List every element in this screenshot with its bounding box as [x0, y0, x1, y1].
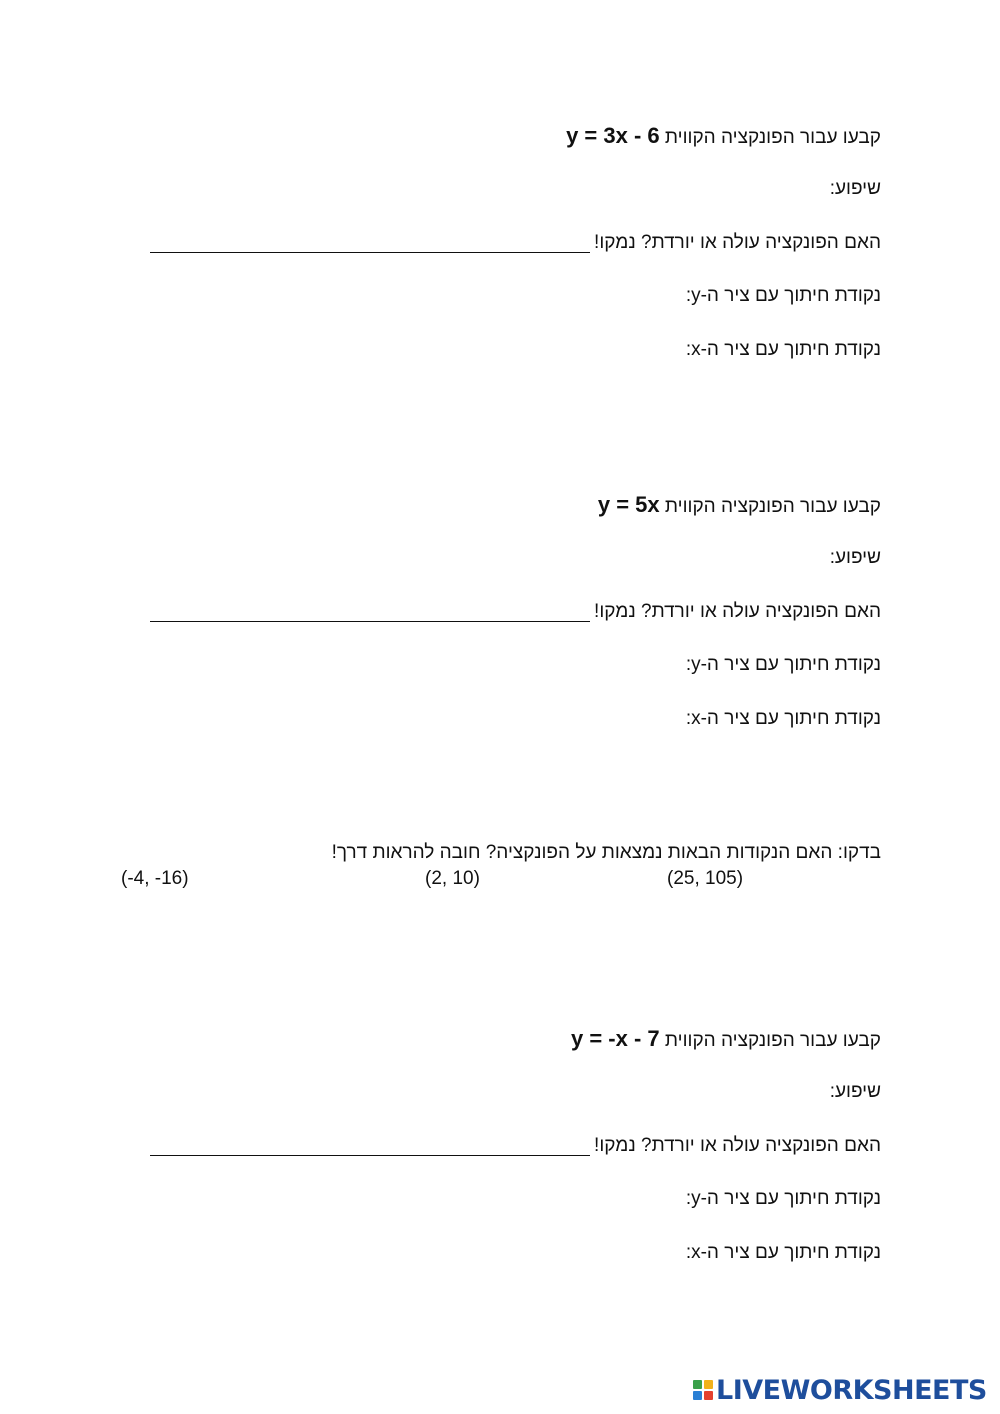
section-3-equation: y = -x - 7: [570, 1026, 660, 1051]
section-2-answer-line[interactable]: [150, 621, 590, 622]
section-2-y-intercept-label: נקודת חיתוך עם ציר ה-y:: [685, 654, 881, 675]
section-1-slope-label: שיפוע:: [829, 178, 881, 199]
check-point-3: (-4, -16): [121, 868, 189, 889]
check-point-2: (2, 10): [425, 868, 480, 889]
check-instruction: בדקו: האם הנקודות הבאות נמצאות על הפונקציה? חובה להראות דרך!: [331, 842, 881, 863]
liveworksheets-logo[interactable]: [693, 1374, 987, 1406]
check-point-1: (25, 105): [667, 868, 744, 889]
section-1-equation: y = 3x - 6: [566, 123, 660, 148]
section-2-question: האם הפונקציה עולה או יורדת? נמקו!: [594, 601, 881, 622]
section-1-prompt: קבעו עבור הפונקציה הקווית: [664, 127, 881, 148]
logo-square-1: [693, 1380, 702, 1389]
section-3-prompt: קבעו עבור הפונקציה הקווית: [664, 1030, 881, 1051]
logo-square-4: [704, 1391, 713, 1400]
section-1-answer-line[interactable]: [150, 252, 590, 253]
section-3-question: האם הפונקציה עולה או יורדת? נמקו!: [594, 1135, 881, 1156]
section-2-title: [598, 493, 881, 519]
section-2-equation: y = 5x: [597, 492, 660, 517]
section-1-x-intercept-label: נקודת חיתוך עם ציר ה-x:: [685, 339, 881, 360]
section-3-y-intercept-label: נקודת חיתוך עם ציר ה-y:: [685, 1188, 881, 1209]
section-3-title: [571, 1027, 881, 1053]
logo-square-3: [693, 1391, 702, 1400]
section-2-prompt: קבעו עבור הפונקציה הקווית: [664, 496, 881, 517]
section-3-slope-label: שיפוע:: [829, 1081, 881, 1102]
logo-grid-icon: [693, 1380, 713, 1400]
section-2-x-intercept-label: נקודת חיתוך עם ציר ה-x:: [685, 708, 881, 729]
section-2-slope-label: שיפוע:: [829, 547, 881, 568]
section-1-title: [566, 124, 881, 150]
section-3-x-intercept-label: נקודת חיתוך עם ציר ה-x:: [685, 1242, 881, 1263]
section-1-question: האם הפונקציה עולה או יורדת? נמקו!: [594, 232, 881, 253]
logo-square-2: [704, 1380, 713, 1389]
section-1-y-intercept-label: נקודת חיתוך עם ציר ה-y:: [685, 285, 881, 306]
logo-text: LIVEWORKSHEETS: [716, 1374, 987, 1406]
section-3-answer-line[interactable]: [150, 1155, 590, 1156]
